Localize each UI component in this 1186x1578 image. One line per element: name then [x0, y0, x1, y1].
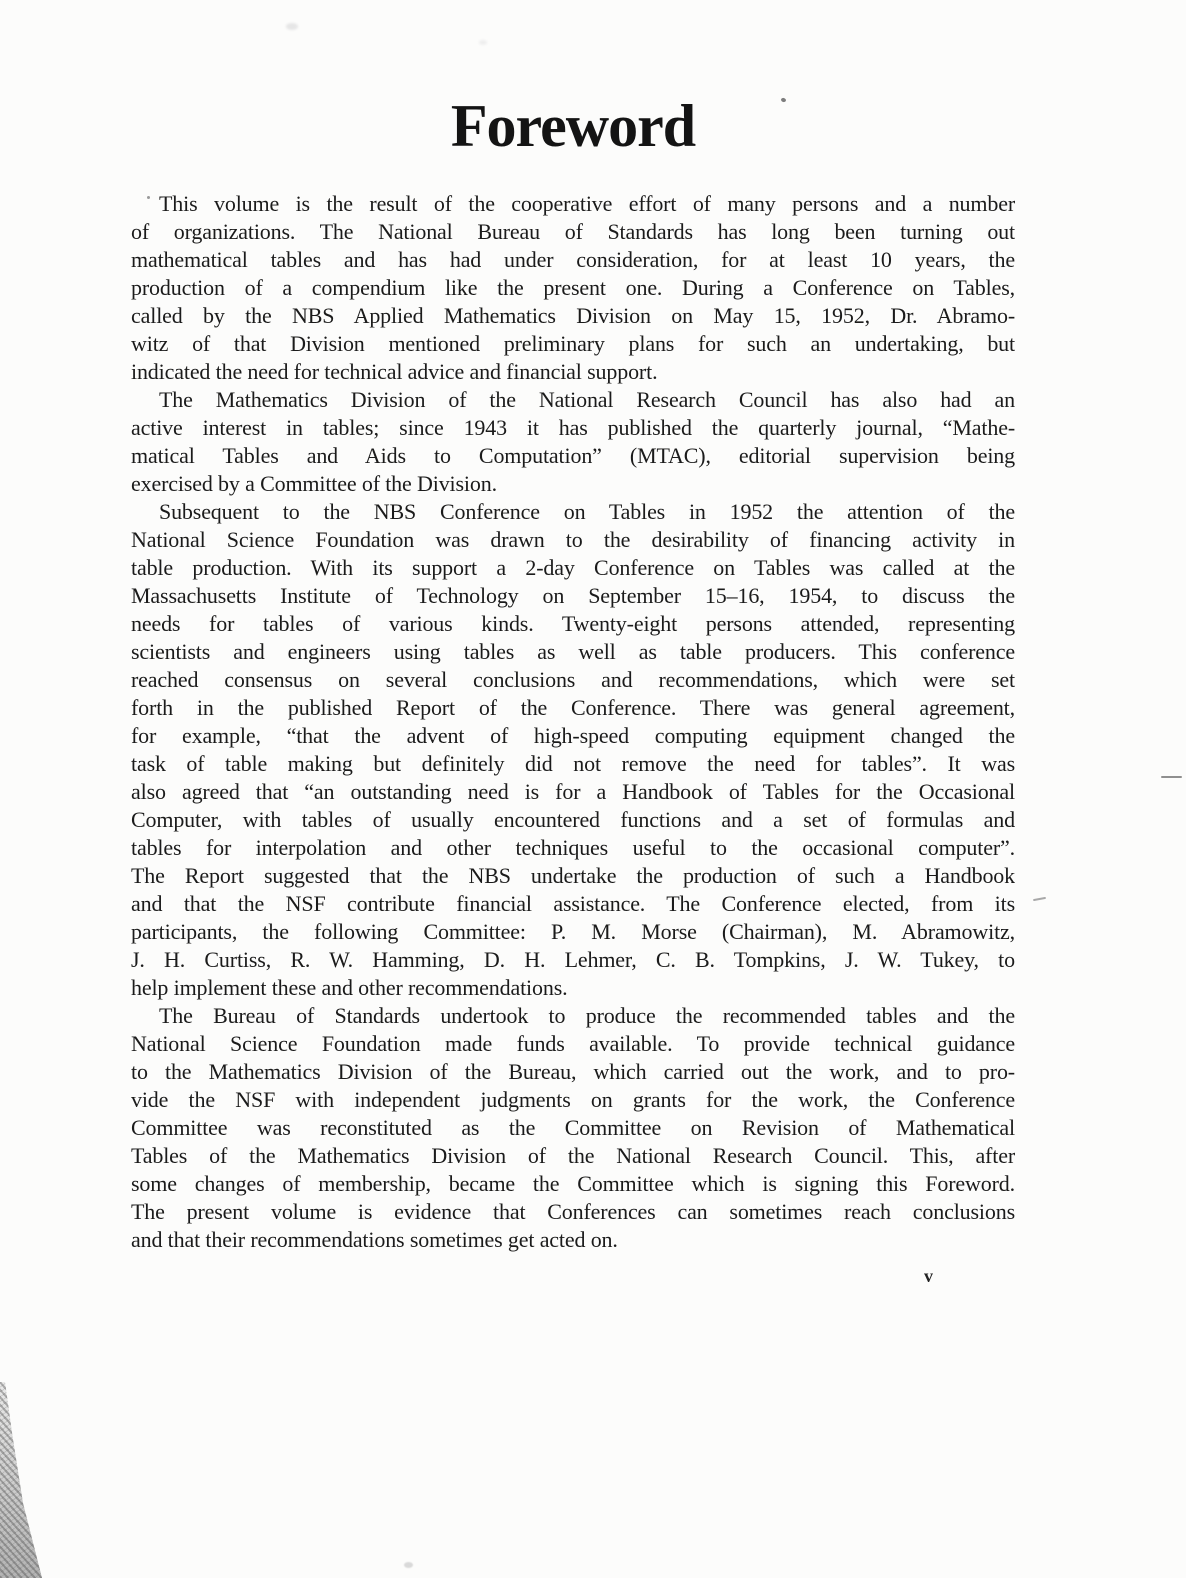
text-line: scientists and engineers using tables as well as table producers. This conference	[131, 639, 1015, 664]
text-line: help implement these and other recommendations.	[131, 975, 568, 1000]
text-line: This volume is the result of the cooperative effort of many persons and a number	[159, 191, 1015, 216]
text-line: matical Tables and Aids to Computation” (MTAC), editorial supervision being	[131, 443, 1015, 468]
text-line: National Science Foundation was drawn to the desirability of financing activity in	[131, 527, 1015, 552]
scan-dash-right-margin	[1161, 776, 1182, 778]
text-line: vide the NSF with independent judgments on grants for the work, the Conference	[131, 1087, 1015, 1112]
text-line: tables for interpolation and other techniques useful to the occasional computer”.	[131, 835, 1015, 860]
page-title: Foreword	[450, 93, 696, 159]
scan-smudge-bottom-left	[0, 1382, 42, 1578]
text-block	[131, 190, 1015, 1254]
paragraph	[131, 498, 1015, 1002]
scan-dash-right-margin-2	[1033, 897, 1046, 901]
text-line: National Science Foundation made funds available. To provide technical guidance	[131, 1031, 1015, 1056]
scan-smudge-top	[286, 23, 298, 30]
text-line: Tables of the Mathematics Division of the National Research Council. This, after	[131, 1143, 1015, 1168]
text-line: some changes of membership, became the Committee which is signing this Foreword.	[131, 1171, 1015, 1196]
text-line: and that the NSF contribute financial assistance. The Conference elected, from its	[131, 891, 1015, 916]
paragraph	[131, 386, 1015, 498]
text-line: Computer, with tables of usually encountered functions and a set of formulas and	[131, 807, 1015, 832]
paragraph	[131, 190, 1015, 386]
text-line: reached consensus on several conclusions and recommendations, which were set	[131, 667, 1015, 692]
text-line: to the Mathematics Division of the Bureau, which carried out the work, and to pro-	[131, 1059, 1015, 1084]
text-line: needs for tables of various kinds. Twenty-eight persons attended, representing	[131, 611, 1015, 636]
text-line: active interest in tables; since 1943 it has published the quarterly journal, “Mathe-	[131, 415, 1015, 440]
text-line: The present volume is evidence that Conferences can sometimes reach conclusions	[131, 1199, 1015, 1224]
text-line: witz of that Division mentioned preliminary plans for such an undertaking, but	[131, 331, 1015, 356]
text-line: participants, the following Committee: P. M. Morse (Chairman), M. Abramowitz,	[131, 919, 1015, 944]
paragraph	[131, 1002, 1015, 1254]
text-line: mathematical tables and has had under consideration, for at least 10 years, the	[131, 247, 1015, 272]
text-line: Subsequent to the NBS Conference on Tables in 1952 the attention of the	[159, 499, 1015, 524]
page-number: v	[924, 1266, 933, 1286]
text-line: of organizations. The National Bureau of Standards has long been turning out	[131, 219, 1015, 244]
text-line: The Mathematics Division of the National Research Council has also had an	[159, 387, 1015, 412]
text-line: The Report suggested that the NBS undertake the production of such a Handbook	[131, 863, 1015, 888]
text-line: Massachusetts Institute of Technology on September 15–16, 1954, to discuss the	[131, 583, 1015, 608]
scan-dot-bottom	[404, 1562, 413, 1568]
text-line: table production. With its support a 2-day Conference on Tables was called at the	[131, 555, 1015, 580]
text-line: indicated the need for technical advice and financial support.	[131, 359, 658, 384]
text-line: task of table making but definitely did not remove the need for tables”. It was	[131, 751, 1015, 776]
scan-smudge-top-2	[479, 40, 487, 45]
text-line: also agreed that “an outstanding need is for a Handbook of Tables for the Occasional	[131, 779, 1015, 804]
text-line: production of a compendium like the present one. During a Conference on Tables,	[131, 275, 1015, 300]
text-line: The Bureau of Standards undertook to produce the recommended tables and the	[159, 1003, 1015, 1028]
text-line: J. H. Curtiss, R. W. Hamming, D. H. Lehmer, C. B. Tompkins, J. W. Tukey, to	[131, 947, 1015, 972]
text-line: for example, “that the advent of high-speed computing equipment changed the	[131, 723, 1015, 748]
text-line: exercised by a Committee of the Division.	[131, 471, 497, 496]
text-line: Committee was reconstituted as the Committee on Revision of Mathematical	[131, 1115, 1015, 1140]
text-line: and that their recommendations sometimes get acted on.	[131, 1227, 618, 1252]
text-line: called by the NBS Applied Mathematics Division on May 15, 1952, Dr. Abramo-	[131, 303, 1015, 328]
text-line: forth in the published Report of the Conference. There was general agreement,	[131, 695, 1015, 720]
